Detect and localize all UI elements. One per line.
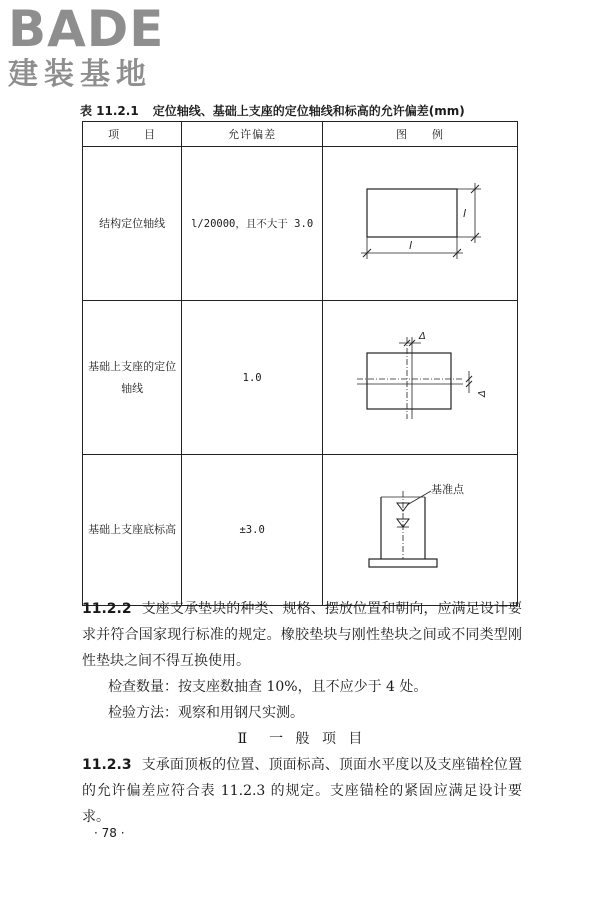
table-header-row <box>83 122 518 147</box>
table-caption-number: 表 11.2.1 <box>80 104 139 118</box>
delta-label-top: Δ <box>418 331 426 342</box>
section-heading: Ⅱ 一 般 项 目 <box>237 731 367 747</box>
delta-label-right: Δ <box>476 390 488 397</box>
table-caption-text: 定位轴线、基础上支座的定位轴线和标高的允许偏差(mm) <box>152 104 465 118</box>
clause-text: 支座支承垫块的种类、规格、摆放位置和朝向，应满足设计要求并符合国家现行标准的规定。橡胶垫块与刚性垫块之间或不同类型刚性垫块之间不得互换使用。 <box>82 601 522 669</box>
row-item: 基础上支座的定位轴线 <box>83 301 182 455</box>
clause-number: 11.2.2 <box>82 601 132 617</box>
table-row <box>83 455 518 606</box>
dim-label-horizontal: l <box>408 239 413 252</box>
row-tolerance: l/20000，且不大于 3.0 <box>182 147 323 301</box>
row-diagram <box>322 455 517 606</box>
clause-number: 11.2.3 <box>82 757 132 773</box>
row-tolerance: ±3.0 <box>182 455 323 606</box>
logo <box>8 0 188 96</box>
paragraph-11-2-2 <box>82 596 522 674</box>
header-diagram: 图 例 <box>322 122 517 147</box>
row-item: 结构定位轴线 <box>83 147 182 301</box>
dim-label-vertical: l <box>462 207 467 220</box>
inspection-quantity: 检查数量：按支座数抽查 10%，且不应少于 4 处。 <box>108 679 428 695</box>
logo-main-text: BADE <box>8 0 165 58</box>
inspection-method: 检验方法：观察和用钢尺实测。 <box>108 705 304 721</box>
header-tolerance: 允许偏差 <box>182 122 323 147</box>
support-axis-diagram <box>323 301 517 451</box>
body-text <box>82 596 522 830</box>
axis-diagram <box>323 147 517 297</box>
row-diagram <box>322 147 517 301</box>
table-row <box>83 301 518 455</box>
tolerance-table <box>82 121 518 606</box>
datum-label: 基准点 <box>430 483 464 496</box>
logo-sub-text: 建装基地 <box>8 57 152 92</box>
row-diagram <box>322 301 517 455</box>
page-number: · 78 · <box>94 826 125 840</box>
table-caption <box>80 102 540 119</box>
row-tolerance: 1.0 <box>182 301 323 455</box>
table-row <box>83 147 518 301</box>
paragraph-11-2-3 <box>82 752 522 830</box>
elevation-diagram <box>323 455 517 602</box>
row-item: 基础上支座底标高 <box>83 455 182 606</box>
clause-text: 支承面顶板的位置、顶面标高、顶面水平度以及支座锚栓位置的允许偏差应符合表 11.2.3 的规定。支座锚栓的紧固应满足设计要求。 <box>82 757 522 825</box>
header-item: 项 目 <box>83 122 182 147</box>
